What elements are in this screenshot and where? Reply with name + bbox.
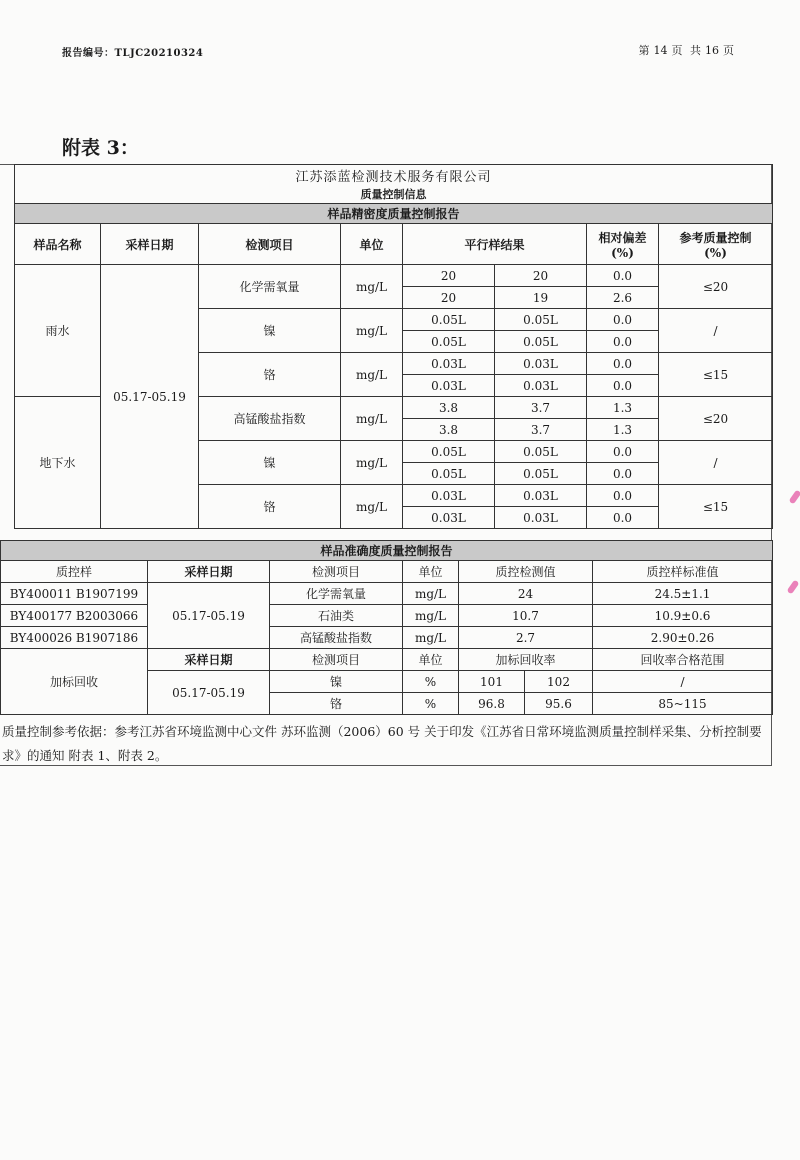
parallel-result-2: 0.05L [495, 309, 587, 331]
header-range: 回收率合格范围 [593, 649, 773, 671]
page-current: 14 [653, 44, 668, 57]
page-total-prefix: 共 [690, 44, 701, 57]
parallel-result-1: 0.03L [403, 353, 495, 375]
ref-ctrl-label: 参考质量控制 [679, 230, 752, 245]
unit: mg/L [341, 309, 403, 353]
header-standard: 质控样标准值 [593, 561, 773, 583]
report-number-value: TLJC20210324 [114, 48, 204, 59]
parallel-result-2: 19 [495, 287, 587, 309]
header-parallel: 平行样结果 [403, 224, 587, 265]
header-sample-name: 样品名称 [15, 224, 101, 265]
footnote: 质量控制参考依据：参考江苏省环境监测中心文件 苏环监测（2006）60 号 关于印发《江苏省日常环境监测质量控制样采集、分析控制要求》的通知 附表 1、附表 2。 [2, 724, 762, 763]
relative-deviation: 1.3 [587, 419, 659, 441]
reference-control: / [659, 441, 773, 485]
parallel-result-2: 0.03L [495, 485, 587, 507]
header-item: 检测项目 [199, 224, 341, 265]
test-item: 高锰酸盐指数 [199, 397, 341, 441]
header-rel-dev [587, 224, 659, 265]
test-item: 镍 [199, 441, 341, 485]
test-item: 镍 [199, 309, 341, 353]
parallel-result-1: 0.05L [403, 331, 495, 353]
precision-section-title: 样品精密度质量控制报告 [15, 204, 773, 224]
parallel-result-1: 20 [403, 265, 495, 287]
unit: mg/L [341, 265, 403, 309]
stamp-mark [789, 490, 800, 505]
ref-ctrl-unit: (%) [704, 245, 727, 260]
qc-sample-id: BY400026 B1907186 [1, 627, 148, 649]
acc-item: 石油类 [270, 605, 403, 627]
relative-deviation: 0.0 [587, 353, 659, 375]
parallel-result-1: 0.03L [403, 485, 495, 507]
header-spike-item: 检测项目 [270, 649, 403, 671]
spike-range: 85~115 [593, 693, 773, 715]
reference-control: ≤20 [659, 397, 773, 441]
unit: mg/L [341, 441, 403, 485]
spike-r2: 102 [525, 671, 593, 693]
qc-sample-id: BY400177 B2003066 [1, 605, 148, 627]
parallel-result-1: 0.03L [403, 375, 495, 397]
header-spike-unit: 单位 [403, 649, 459, 671]
parallel-result-2: 0.05L [495, 331, 587, 353]
header-spike-date: 采样日期 [148, 649, 270, 671]
spike-label: 加标回收 [1, 649, 148, 715]
acc-item: 高锰酸盐指数 [270, 627, 403, 649]
spike-date: 05.17-05.19 [148, 671, 270, 715]
spike-range: / [593, 671, 773, 693]
parallel-result-1: 0.05L [403, 309, 495, 331]
header-acc-item: 检测项目 [270, 561, 403, 583]
unit: mg/L [341, 353, 403, 397]
spike-unit: % [403, 693, 459, 715]
header-acc-unit: 单位 [403, 561, 459, 583]
spike-r2: 95.6 [525, 693, 593, 715]
qc-title: 质量控制信息 [15, 185, 773, 204]
parallel-result-2: 3.7 [495, 397, 587, 419]
header-acc-date: 采样日期 [148, 561, 270, 583]
acc-standard: 2.90±0.26 [593, 627, 773, 649]
page-total: 16 [705, 44, 719, 57]
header-ref-ctrl [659, 224, 773, 265]
precision-table [14, 164, 773, 529]
relative-deviation: 2.6 [587, 287, 659, 309]
parallel-result-2: 0.05L [495, 441, 587, 463]
relative-deviation: 0.0 [587, 331, 659, 353]
acc-unit: mg/L [403, 583, 459, 605]
header-qc-sample: 质控样 [1, 561, 148, 583]
relative-deviation: 0.0 [587, 309, 659, 331]
test-item: 铬 [199, 353, 341, 397]
sample-name: 地下水 [15, 397, 101, 529]
header-sampling-date: 采样日期 [101, 224, 199, 265]
acc-standard: 10.9±0.6 [593, 605, 773, 627]
parallel-result-1: 0.05L [403, 441, 495, 463]
parallel-result-2: 0.03L [495, 375, 587, 397]
relative-deviation: 1.3 [587, 397, 659, 419]
relative-deviation: 0.0 [587, 485, 659, 507]
parallel-result-2: 3.7 [495, 419, 587, 441]
spike-r1: 101 [459, 671, 525, 693]
reference-control: / [659, 309, 773, 353]
unit: mg/L [341, 485, 403, 529]
parallel-result-2: 20 [495, 265, 587, 287]
parallel-result-1: 20 [403, 287, 495, 309]
header-unit: 单位 [341, 224, 403, 265]
reference-control: ≤15 [659, 353, 773, 397]
accuracy-table [0, 540, 773, 715]
spike-unit: % [403, 671, 459, 693]
header-recovery: 加标回收率 [459, 649, 593, 671]
page-suffix: 页 [723, 44, 734, 57]
spike-item: 镍 [270, 671, 403, 693]
parallel-result-2: 0.03L [495, 353, 587, 375]
parallel-result-1: 3.8 [403, 419, 495, 441]
page-prefix: 第 [638, 44, 650, 57]
accuracy-section-title: 样品准确度质量控制报告 [1, 541, 773, 561]
header-measured: 质控检测值 [459, 561, 593, 583]
unit: mg/L [341, 397, 403, 441]
parallel-result-1: 0.05L [403, 463, 495, 485]
relative-deviation: 0.0 [587, 441, 659, 463]
acc-unit: mg/L [403, 605, 459, 627]
qc-sample-id: BY400011 B1907199 [1, 583, 148, 605]
relative-deviation: 0.0 [587, 265, 659, 287]
report-number-label: 报告编号： [62, 48, 115, 59]
precision-row [15, 265, 773, 287]
acc-date: 05.17-05.19 [148, 583, 270, 649]
appendix-title: 附表 3： [62, 137, 139, 159]
page-mid: 页 [671, 44, 683, 57]
parallel-result-1: 3.8 [403, 397, 495, 419]
acc-unit: mg/L [403, 627, 459, 649]
parallel-result-2: 0.03L [495, 507, 587, 529]
sampling-date: 05.17-05.19 [101, 265, 199, 529]
relative-deviation: 0.0 [587, 375, 659, 397]
stamp-mark [787, 580, 800, 595]
company-name: 江苏添蓝检测技术服务有限公司 [15, 165, 773, 186]
reference-control: ≤15 [659, 485, 773, 529]
acc-value: 10.7 [459, 605, 593, 627]
spike-r1: 96.8 [459, 693, 525, 715]
acc-value: 24 [459, 583, 593, 605]
sample-name: 雨水 [15, 265, 101, 397]
reference-control: ≤20 [659, 265, 773, 309]
rel-dev-label: 相对偏差 [598, 230, 647, 245]
relative-deviation: 0.0 [587, 507, 659, 529]
spike-item: 铬 [270, 693, 403, 715]
report-number [62, 44, 203, 59]
acc-standard: 24.5±1.1 [593, 583, 773, 605]
test-item: 化学需氧量 [199, 265, 341, 309]
relative-deviation: 0.0 [587, 463, 659, 485]
acc-value: 2.7 [459, 627, 593, 649]
acc-item: 化学需氧量 [270, 583, 403, 605]
test-item: 铬 [199, 485, 341, 529]
parallel-result-2: 0.05L [495, 463, 587, 485]
parallel-result-1: 0.03L [403, 507, 495, 529]
page-indicator [635, 42, 735, 58]
rel-dev-unit: (%) [611, 245, 634, 260]
